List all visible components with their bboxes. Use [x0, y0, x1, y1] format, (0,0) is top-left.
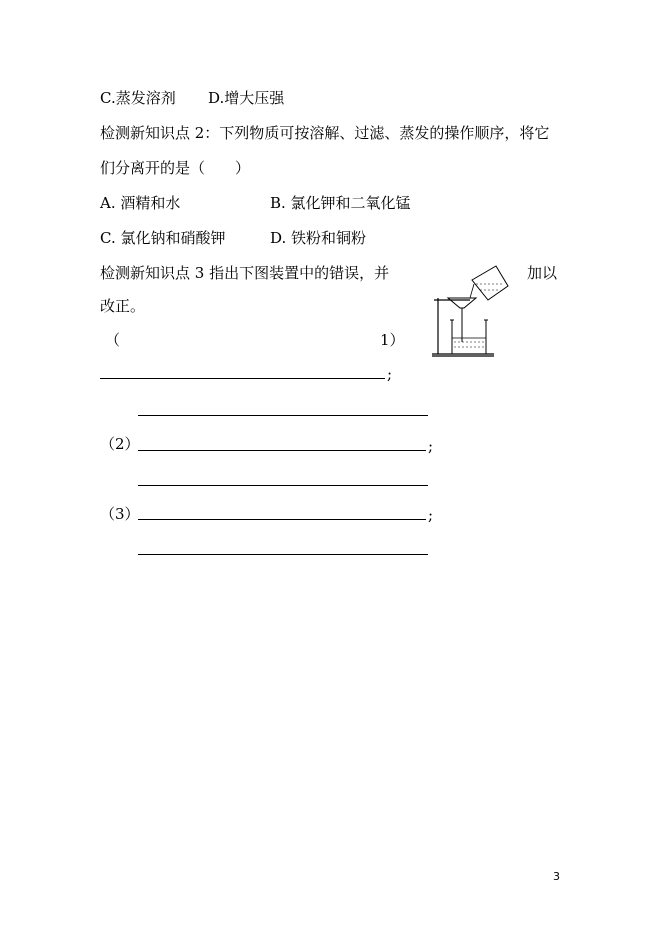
q2-option-b: B. 氯化钾和二氧化锰 — [270, 194, 411, 212]
answer-blank-3b[interactable] — [138, 554, 428, 555]
filtration-apparatus-diagram — [430, 262, 510, 358]
item2-label: （2） — [100, 435, 140, 453]
semicolon-2: ; — [428, 437, 434, 455]
semicolon-3: ; — [428, 506, 434, 524]
q3-stem-left: 检测新知识点 3 指出下图装置中的错误，并 — [100, 264, 390, 282]
answer-blank-3a[interactable] — [138, 519, 426, 520]
answer-blank-2a[interactable] — [138, 450, 426, 451]
q3-stem-line2: 改正。 — [100, 297, 146, 315]
q2-option-c: C. 氯化钠和硝酸钾 — [100, 229, 226, 247]
item1-label: 1） — [380, 331, 405, 349]
answer-blank-1a[interactable] — [100, 378, 385, 379]
q2-option-d: D. 铁粉和铜粉 — [270, 229, 367, 247]
q3-stem-right: 加以 — [527, 264, 558, 282]
item3-label: （3） — [100, 505, 140, 523]
answer-blank-2b[interactable] — [138, 485, 428, 486]
answer-blank-1b[interactable] — [138, 415, 428, 416]
semicolon-1: ; — [387, 365, 393, 383]
page-number: 3 — [553, 870, 560, 883]
q2-stem-line1: 检测新知识点 2：下列物质可按溶解、过滤、蒸发的操作顺序，将它 — [100, 124, 550, 142]
q2-stem-line2: 们分离开的是（ ） — [100, 159, 251, 177]
q2-option-a: A. 酒精和水 — [100, 194, 181, 212]
option-d-pressure: D.增大压强 — [208, 89, 285, 107]
item1-open-paren: （ — [105, 331, 121, 349]
option-c-evaporate: C.蒸发溶剂 — [100, 89, 176, 107]
